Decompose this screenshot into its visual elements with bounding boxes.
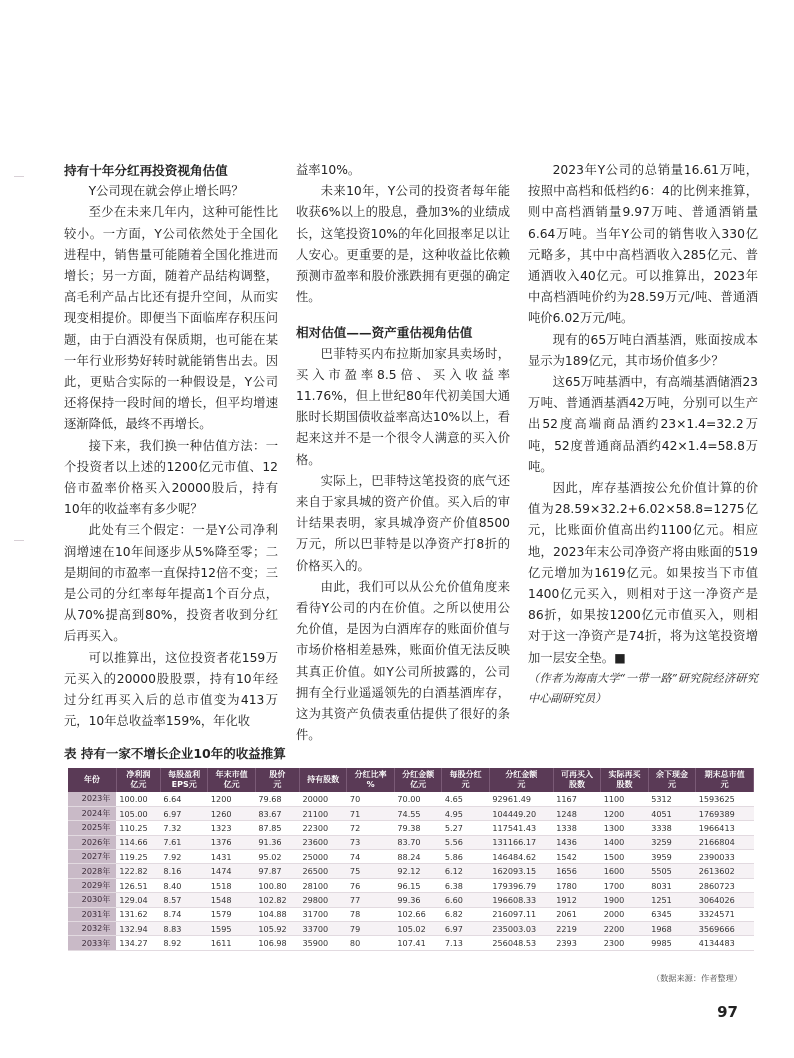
table-cell: 77 [347,893,394,907]
table-cell: 2860723 [696,878,754,892]
table-cell: 105.92 [255,922,299,936]
year-cell: 2030年 [68,893,116,907]
table-cell: 4.95 [442,806,489,820]
table-cell: 79 [347,922,394,936]
table-cell: 2061 [553,907,600,921]
year-cell: 2031年 [68,907,116,921]
margin-tick [14,540,24,541]
table-cell: 1780 [553,878,600,892]
margin-tick [14,176,24,177]
column-header: 净利润 亿元 [116,768,160,792]
table-cell: 8.74 [160,907,207,921]
table-cell: 235003.03 [489,922,553,936]
year-cell: 2023年 [68,792,116,806]
table-row [68,878,754,892]
table-cell: 1260 [208,806,255,820]
table-cell: 1436 [553,835,600,849]
table-cell: 7.61 [160,835,207,849]
table-cell: 5.86 [442,850,489,864]
table-cell: 22300 [299,821,346,835]
column-header: 股价 元 [255,768,299,792]
table-cell: 31700 [299,907,346,921]
table-row [68,922,754,936]
table-cell: 2613602 [696,864,754,878]
table-cell: 1966413 [696,821,754,835]
table-cell: 2219 [553,922,600,936]
table-cell: 7.92 [160,850,207,864]
table-cell: 1200 [601,806,648,820]
table-cell: 1579 [208,907,255,921]
column-header: 期末总市值 元 [696,768,754,792]
table-cell: 6.64 [160,792,207,806]
table-header-row [68,768,754,792]
table-row [68,893,754,907]
column-header: 余下现金 元 [648,768,695,792]
paragraph: 巴菲特买内布拉斯加家具卖场时，买入市盈率8.5倍、买入收益率11.76%，但上世纪80年代初美国大通胀时长期国债收益率高达10%以上，看起来这并不是一个很令人满意的买入价格。 [296,346,510,467]
table-cell: 1323 [208,821,255,835]
table-cell: 1474 [208,864,255,878]
table-cell: 1500 [601,850,648,864]
text-column-3 [528,160,758,709]
paragraph: 由此，我们可以从公允价值角度来看待Y公司的内在价值。之所以使用公允价值，是因为白酒库存的账面价值与市场价格相差悬殊，账面价值无法反映其真正价值。如Y公司所披露的，公司拥有全行业遥遥领先的白酒基酒库存，这为其资产负债表重估提供了很好的条件。 [296,579,510,743]
table-cell: 74 [347,850,394,864]
paragraph: 这65万吨基酒中，有高端基酒储酒23万吨、普通酒基酒42万吨，分别可以生产出52度高端商品酒约23×1.4=32.2万吨，52度普通商品酒约42×1.4=58.8万吨。 [528,375,758,474]
table-cell: 162093.15 [489,864,553,878]
table-cell: 1431 [208,850,255,864]
column-header: 每股盈利 EPS元 [160,768,207,792]
table-cell: 1912 [553,893,600,907]
table-cell: 23600 [299,835,346,849]
table-cell: 2200 [601,922,648,936]
year-cell: 2027年 [68,850,116,864]
table-cell: 75 [347,864,394,878]
table-cell: 3959 [648,850,695,864]
table-cell: 6.38 [442,878,489,892]
table-cell: 3569666 [696,922,754,936]
table-cell: 8.40 [160,878,207,892]
table-cell: 1518 [208,878,255,892]
table-cell: 97.87 [255,864,299,878]
paragraph: 2023年Y公司的总销量16.61万吨，按照中高档和低档约6：4的比例来推算，则中高档酒销量9.97万吨、普通酒销量6.64万吨。当年Y公司的销售收入330亿元略多，其中中高档酒收入285亿元、普通酒收入40亿元。可以推算出，2023年中高档酒吨价约为28.59万元/吨、普通酒吨价6.02万元/吨。 [528,163,758,326]
table-cell: 9985 [648,936,695,950]
table-cell: 1900 [601,893,648,907]
table-cell: 129.04 [116,893,160,907]
table-cell: 6345 [648,907,695,921]
table-row [68,850,754,864]
table-cell: 95.02 [255,850,299,864]
table-cell: 8031 [648,878,695,892]
table-cell: 73 [347,835,394,849]
table-cell: 119.25 [116,850,160,864]
table-cell: 100.00 [116,792,160,806]
page-number: 97 [717,1003,738,1021]
table-cell: 106.98 [255,936,299,950]
table-cell: 3324571 [696,907,754,921]
table-cell: 104449.20 [489,806,553,820]
table-row [68,835,754,849]
table-row [68,907,754,921]
table-cell: 25000 [299,850,346,864]
left-margin-band [0,0,42,1058]
year-cell: 2032年 [68,922,116,936]
table-cell: 26500 [299,864,346,878]
table-cell: 3259 [648,835,695,849]
table-cell: 4.65 [442,792,489,806]
paragraph: 接下来，我们换一种估值方法：一个投资者以上述的1200亿元市值、12倍市盈率价格买入20000股后，持有10年的收益率有多少呢？ [64,438,278,517]
table-cell: 104.88 [255,907,299,921]
table-cell: 92.12 [394,864,441,878]
table-cell: 196608.33 [489,893,553,907]
table-cell: 35900 [299,936,346,950]
table-cell: 114.66 [116,835,160,849]
table-cell: 3338 [648,821,695,835]
table-title: 表 持有一家不增长企业10年的收益推算 [64,746,286,761]
paragraph: 此处有三个假定：一是Y公司净利润增速在10年间逐步从5%降至零；二是期间的市盈率一直保持12倍不变；三是公司的分红率每年提高1个百分点，从70%提高到80%，投资者收到分红后再买入。 [64,523,278,644]
column-header: 可再买入 股数 [553,768,600,792]
table-cell: 1600 [601,864,648,878]
table-cell: 5505 [648,864,695,878]
table-cell: 146484.62 [489,850,553,864]
year-cell: 2025年 [68,821,116,835]
paragraph: 可以推算出，这位投资者花159万元买入的20000股股票，持有10年经过分红再买入后的总市值变为413万元，10年总收益率159%，年化收 [64,650,278,729]
column-header: 年末市值 亿元 [208,768,255,792]
table-cell: 1100 [601,792,648,806]
table-cell: 8.92 [160,936,207,950]
table-cell: 1248 [553,806,600,820]
paragraph: Y公司现在就会停止增长吗？ [88,184,244,199]
table-cell: 79.38 [394,821,441,835]
table-cell: 99.36 [394,893,441,907]
table-cell: 96.15 [394,878,441,892]
table-cell: 2000 [601,907,648,921]
table-cell: 8.83 [160,922,207,936]
section-heading: 相对估值——资产重估视角估值 [296,325,473,341]
text-column-1 [64,160,278,732]
paragraph: 至少在未来几年内，这种可能性比较小。一方面，Y公司依然处于全国化进程中，销售量可能随着全国化推进而增长；另一方面，随着产品结构调整，高毛利产品占比还有提升空间，从而实现变相提价。即便当下面临库存积压问题，由于白酒没有保质期，也可能在某一年行业形势好转时就能销售出去。因此，更贴合实际的一种假设是，Y公司还将保持一段时间的增长，但平均增速逐渐降低，最终不再增长。 [64,205,278,432]
table-cell: 1542 [553,850,600,864]
table-cell: 105.02 [394,922,441,936]
table-cell: 107.41 [394,936,441,950]
table-cell: 256048.53 [489,936,553,950]
earnings-table [68,768,754,951]
text-column-2 [296,160,510,746]
table-cell: 70.00 [394,792,441,806]
table-cell: 1251 [648,893,695,907]
paragraph: 实际上，巴菲特这笔投资的底气还来自于家具城的资产价值。买入后的审计结果表明，家具城净资产价值8500万元，所以巴菲特是以净资产打8折的价格买入的。 [296,473,510,573]
table-cell: 122.82 [116,864,160,878]
table-cell: 1968 [648,922,695,936]
year-cell: 2029年 [68,878,116,892]
table-cell: 74.55 [394,806,441,820]
table-cell: 131166.17 [489,835,553,849]
paragraph: 现有的65万吨白酒基酒，账面按成本显示为189亿元，其市场价值多少？ [528,332,758,368]
table-cell: 1400 [601,835,648,849]
table-cell: 2300 [601,936,648,950]
table-cell: 8.16 [160,864,207,878]
table-cell: 3064026 [696,893,754,907]
table-cell: 1656 [553,864,600,878]
table-cell: 2166804 [696,835,754,849]
table-cell: 91.36 [255,835,299,849]
table-cell: 1376 [208,835,255,849]
table-cell: 71 [347,806,394,820]
table-cell: 5312 [648,792,695,806]
table-cell: 79.68 [255,792,299,806]
column-header: 年份 [68,768,116,792]
table-cell: 102.66 [394,907,441,921]
section-heading: 持有十年分红再投资视角估值 [64,163,228,178]
table-row [68,792,754,806]
table-cell: 2393 [553,936,600,950]
table-cell: 6.60 [442,893,489,907]
table-cell: 7.32 [160,821,207,835]
table-row [68,806,754,820]
table-cell: 70 [347,792,394,806]
table-cell: 5.27 [442,821,489,835]
table-cell: 6.82 [442,907,489,921]
table-cell: 80 [347,936,394,950]
column-header: 分红金额 元 [489,768,553,792]
table-cell: 105.00 [116,806,160,820]
table-cell: 134.27 [116,936,160,950]
table-cell: 6.12 [442,864,489,878]
table-cell: 1200 [208,792,255,806]
table-cell: 126.51 [116,878,160,892]
table-cell: 78 [347,907,394,921]
table-cell: 20000 [299,792,346,806]
table-row [68,936,754,950]
table-cell: 72 [347,821,394,835]
year-cell: 2028年 [68,864,116,878]
table-row [68,864,754,878]
table-cell: 76 [347,878,394,892]
table-cell: 1338 [553,821,600,835]
table-cell: 4051 [648,806,695,820]
year-cell: 2033年 [68,936,116,950]
table-cell: 1700 [601,878,648,892]
table-cell: 5.56 [442,835,489,849]
table-cell: 6.97 [442,922,489,936]
table-cell: 29800 [299,893,346,907]
table-cell: 1167 [553,792,600,806]
table-cell: 83.67 [255,806,299,820]
table-cell: 2390033 [696,850,754,864]
table-cell: 100.80 [255,878,299,892]
table-cell: 33700 [299,922,346,936]
paragraph: 因此，库存基酒按公允价值计算的价值为28.59×32.2+6.02×58.8=1275亿元，比账面价值高出约1100亿元。相应地，2023年末公司净资产将由账面的519亿元增加为1619亿元。如果按当下市值1400亿元买入，则相对于这一净资产是86折，如果按1200亿元市值买入，则相对于这一净资产是74折，将为这笔投资增加一层安全垫。■ [528,481,758,665]
table-cell: 7.13 [442,936,489,950]
table-cell: 1593625 [696,792,754,806]
table-body [68,792,754,950]
column-header: 每股分红 元 [442,768,489,792]
table-cell: 1769389 [696,806,754,820]
table-cell: 1300 [601,821,648,835]
column-header: 实际再买 股数 [601,768,648,792]
column-header: 分红比率 % [347,768,394,792]
table-cell: 110.25 [116,821,160,835]
table-cell: 6.97 [160,806,207,820]
table-cell: 179396.79 [489,878,553,892]
column-header: 分红金额 亿元 [394,768,441,792]
paragraph-continuation: 益率10%。 [296,163,361,177]
table-cell: 102.82 [255,893,299,907]
paragraph: 未来10年，Y公司的投资者每年能收获6%以上的股息，叠加3%的业绩成长，这笔投资10%的年化回报率足以让人安心。更重要的是，这种收益比依赖预测市盈率和股价涨跌拥有更强的确定性。 [296,184,510,305]
table-row [68,821,754,835]
data-source-note: （数据来源：作者整理） [651,973,742,983]
table-cell: 87.85 [255,821,299,835]
table-cell: 92961.49 [489,792,553,806]
table-cell: 117541.43 [489,821,553,835]
table-cell: 1611 [208,936,255,950]
author-note: （作者为海南大学“一带一路”研究院经济研究中心副研究员） [528,671,758,705]
table-cell: 8.57 [160,893,207,907]
table-cell: 131.62 [116,907,160,921]
table-cell: 216097.11 [489,907,553,921]
year-cell: 2026年 [68,835,116,849]
table-cell: 28100 [299,878,346,892]
table-cell: 132.94 [116,922,160,936]
table-cell: 4134483 [696,936,754,950]
table-cell: 1548 [208,893,255,907]
table-cell: 83.70 [394,835,441,849]
column-header: 持有股数 [299,768,346,792]
table-cell: 88.24 [394,850,441,864]
table-cell: 21100 [299,806,346,820]
article-body [64,160,764,743]
year-cell: 2024年 [68,806,116,820]
table-cell: 1595 [208,922,255,936]
